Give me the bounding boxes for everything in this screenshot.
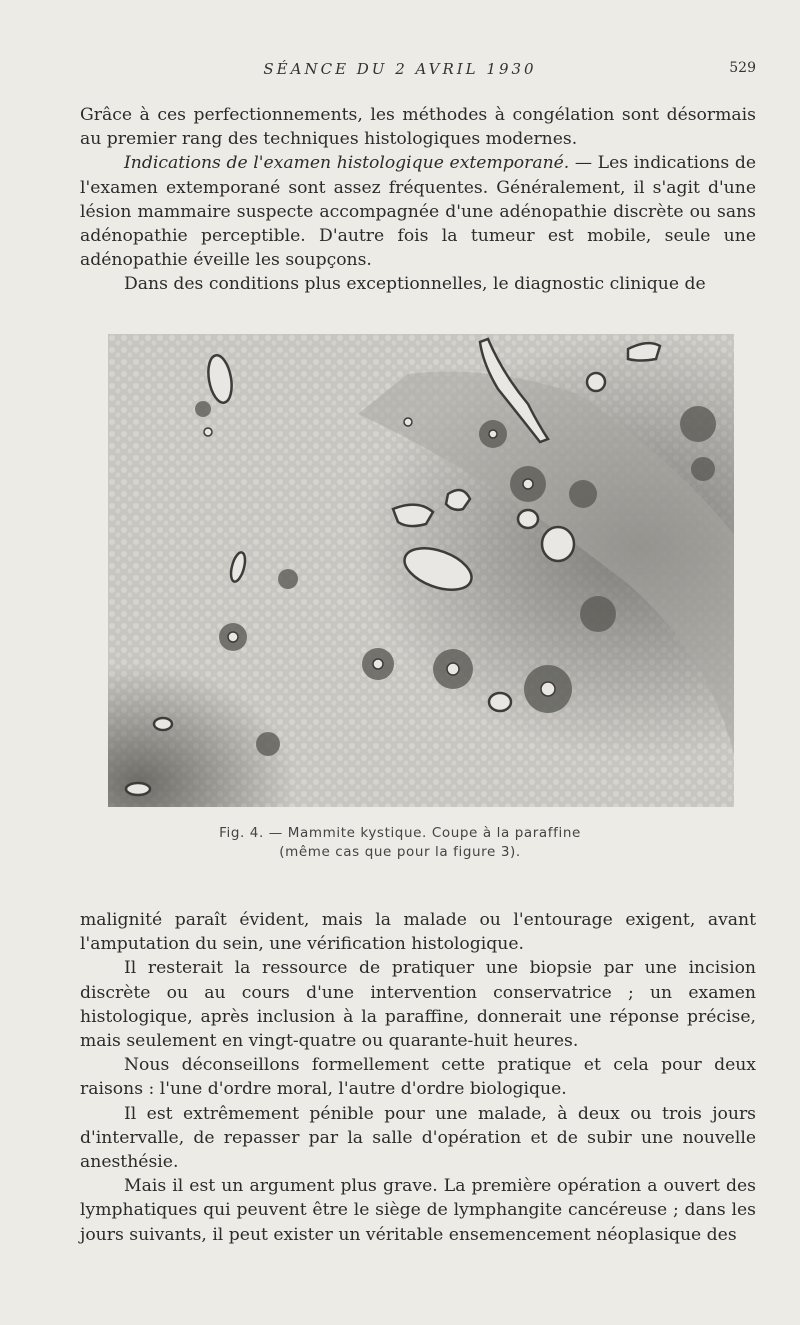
figure-caption <box>0 824 800 862</box>
paragraph-text: Il resterait la ressource de pratiquer une biopsie par une incision discrète ou au cours d'une intervention conservatrice ; un examen histologique, après inclusion à la paraffine, donnerait une réponse précise, mais seulement en vingt-quatre ou quarante-huit heures. <box>80 958 756 1052</box>
paragraph-6 <box>80 1053 756 1101</box>
paragraph-2 <box>80 151 756 272</box>
paragraph-7 <box>80 1102 756 1175</box>
page-number: 529 <box>729 60 756 76</box>
histology-image <box>108 334 734 807</box>
paragraph-text: Mais il est un argument plus grave. La première opération a ouvert des lymphatiques qui peuvent être le siège de lymphangite cancéreuse ; dans les jours suivants, il peut exister un véritable ensemencement néoplasique des <box>80 1176 756 1245</box>
italic-lead: Indications de l'examen histologique extemporané. <box>124 153 570 174</box>
histology-photograph <box>108 334 734 807</box>
paragraph-text: — Les indications de l'examen extemporané sont assez fréquentes. Généralement, il s'agit d'une lésion mammaire suspecte accompagnée d'une adénopathie discrète ou sans adénopathie perceptible. D'autre fois la tumeur est mobile, seule une adénopathie éveille les soupçons. <box>80 153 756 271</box>
paragraph-1 <box>80 103 756 151</box>
paragraph-4 <box>80 908 756 956</box>
bottom-text-block <box>80 908 756 1247</box>
paragraph-text: Nous déconseillons formellement cette pratique et cela pour deux raisons : l'une d'ordre moral, l'autre d'ordre biologique. <box>80 1055 756 1100</box>
caption-line-2: (même cas que pour la figure 3). <box>279 844 521 860</box>
caption-line-1: Fig. 4. — Mammite kystique. Coupe à la paraffine <box>219 825 581 841</box>
paragraph-5 <box>80 956 756 1053</box>
paragraph-text: Dans des conditions plus exceptionnelles, le diagnostic clinique de <box>124 274 706 295</box>
paragraph-3 <box>80 272 756 296</box>
paragraph-text: Il est extrêmement pénible pour une malade, à deux ou trois jours d'intervalle, de repasser par la salle d'opération et de subir une nouvelle anesthésie. <box>80 1103 756 1173</box>
running-title: SÉANCE DU 2 AVRIL 1930 <box>263 60 537 78</box>
paragraph-8 <box>80 1174 756 1247</box>
top-text-block <box>80 103 756 297</box>
paragraph-text: Grâce à ces perfectionnements, les méthodes à congélation sont désormais au premier rang des techniques histologiques modernes. <box>80 105 756 150</box>
running-head <box>0 60 800 84</box>
paragraph-text: malignité paraît évident, mais la malade ou l'entourage exigent, avant l'amputation du sein, une vérification histologique. <box>80 910 756 955</box>
